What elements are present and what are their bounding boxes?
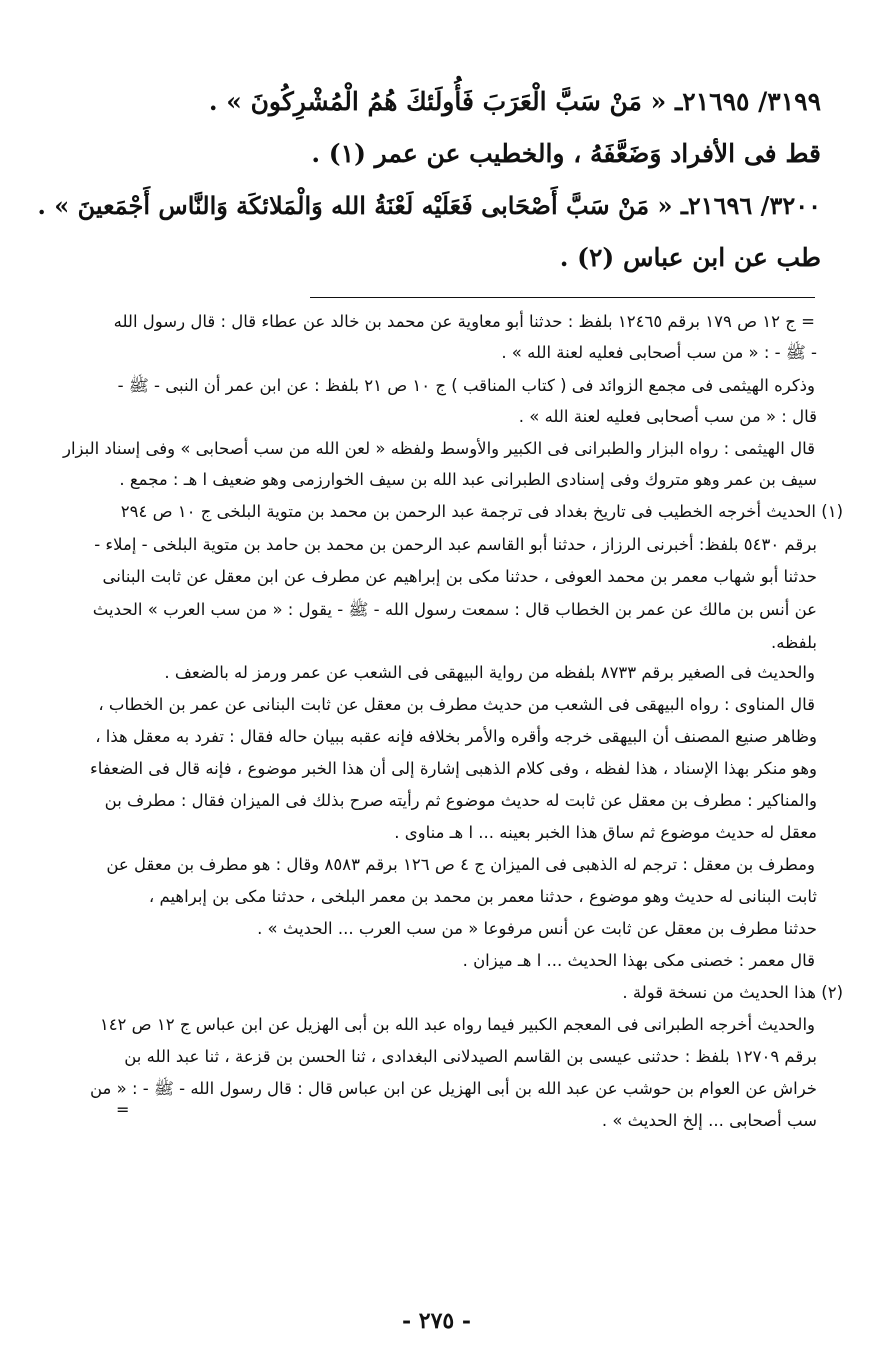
footnote-line: - ﷺ - : « من سب أصحابى فعليه لعنة الله » .	[501, 343, 817, 362]
footnote-1-start: (١) الحديث أخرجه الخطيب فى تاريخ بغداد فى ترجمة عبد الرحمن بن محمد بن متوية البلخى ج ١٠ ص ٢٩٤	[120, 502, 843, 521]
footnote-line: قال معمر : خصنى مكى بهذا الحديث ... ا هـ ميزان .	[462, 951, 815, 970]
footnote-line: بلفظه.	[770, 633, 817, 652]
footnote-line: والحديث أخرجه الطبرانى فى المعجم الكبير فيما رواه عبد الله بن أبى الهزيل عن ابن عباس ج ١٢ ص ١٤٢	[99, 1015, 815, 1034]
footnote-line: قال المناوى : رواه البيهقى فى الشعب من حديث مطرف بن معقل عن ثابت البنانى عن عمر بن الخطاب ،	[98, 695, 815, 714]
footnote-line: وظاهر صنيع المصنف أن البيهقى خرجه وأقره والأمر بخلافه فإنه عقبه ببيان حاله فقال : تفرد به معقل هذا ،	[95, 727, 817, 746]
footnote-line: حدثنا أبو شهاب معمر بن محمد العوفى ، حدثنا مكى بن إبراهيم عن مطرف عن ابن معقل عن ثابت البنانى	[102, 567, 817, 586]
footnote-line: والمناكير : مطرف بن معقل عن ثابت له حديث موضوع ثم رأيته صرح بذلك فى الميزان فقال : مطرف بن	[104, 791, 817, 810]
footnote-2-start: (٢) هذا الحديث من نسخة قولة .	[622, 983, 843, 1002]
hadith-entry-3200: ٣٢٠٠/ ٢١٦٩٦ـ « مَنْ سَبَّ أَصْحَابى فَعَلَيْه لَعْنَةُ الله وَالْمَلائكَة وَالنَّاس أَجْمَعينَ » .	[37, 191, 821, 220]
footnote-line: ثابت البنانى له حديث وهو موضوع ، حدثنا معمر بن محمد بن معمر البلخى ، حدثنا مكى بن إبراهيم ،	[148, 887, 817, 906]
footnote-line: والحديث فى الصغير برقم ٨٧٣٣ بلفظه من رواية البيهقى فى الشعب عن عمر ورمز له بالضعف .	[164, 663, 815, 682]
hadith-entry-3199: ٣١٩٩/ ٢١٦٩٥ـ « مَنْ سَبَّ الْعَرَبَ فَأُولَئكَ هُمُ الْمُشْرِكُونَ » .	[208, 87, 821, 116]
footnote-line: وهو منكر بهذا الإسناد ، هذا لفظه ، وفى كلام الذهبى إشارة إلى أن هذا الخبر موضوع ، فإنه قال فى الضعفاء	[90, 759, 817, 778]
footnote-line: سب أصحابى ... إلخ الحديث » .	[601, 1111, 817, 1130]
continuation-mark: =	[116, 1100, 130, 1119]
hadith-source-3200: طب عن ابن عباس (٢) .	[559, 243, 821, 272]
footnote-line: سيف بن عمر وهو متروك وفى إسنادى الطبرانى عبد الله بن سيف الخوارزمى وهو ضعيف ا هـ : مجمع .	[119, 470, 817, 489]
hadith-source-3199: قط فى الأفراد وَضَعَّفَهُ ، والخطيب عن عمر (١) .	[311, 139, 821, 168]
footnote-line: وذكره الهيثمى فى مجمع الزوائد فى ( كتاب المناقب ) ج ١٠ ص ٢١ بلفظ : عن ابن عمر أن النبى - ﷺ -	[117, 376, 815, 395]
footnote-line: برقم ١٢٧٠٩ بلفظ : حدثنى عيسى بن القاسم الصيدلانى البغدادى ، ثنا الحسن بن قزعة ، ثنا عبد الله بن	[124, 1047, 817, 1066]
footnote-line: ومطرف بن معقل : ترجم له الذهبى فى الميزان ج ٤ ص ١٢٦ برقم ٨٥٨٣ وقال : هو مطرف بن معقل عن	[106, 855, 815, 874]
footnote-line: حدثنا مطرف بن معقل عن ثابت عن أنس مرفوعا « من سب العرب ... الحديث » .	[257, 919, 817, 938]
footnote-line: قال الهيثمى : رواه البزار والطبرانى فى الكبير والأوسط ولفظه « لعن الله من سب أصحابى » وفى إسناد البزار	[62, 439, 815, 458]
footnote-line: معقل له حديث موضوع ثم ساق هذا الخبر بعينه ... ا هـ مناوى .	[394, 823, 817, 842]
footnote-line: عن أنس بن مالك عن عمر بن الخطاب قال : سمعت رسول الله - ﷺ - يقول : « من سب العرب » الحديث	[92, 600, 817, 619]
footnote-line: خراش عن العوام بن حوشب عن عبد الله بن أبى الهزيل عن ابن عباس قال : قال رسول الله - ﷺ - : « من	[89, 1079, 817, 1098]
page-number: - ٢٧٥ -	[401, 1308, 472, 1334]
footnote-line: برقم ٥٤٣٠ بلفظ: أخبرنى الرزاز ، حدثنا أبو القاسم عبد الرحمن بن محمد بن حامد بن متوية البلخى - إملاء -	[94, 535, 817, 554]
footnote-line: قال : « من سب أصحابى فعليه لعنة الله » .	[518, 407, 817, 426]
footnote-line: = ج ١٢ ص ١٧٩ برقم ١٢٤٦٥ بلفظ : حدثنا أبو معاوية عن محمد بن خالد عن عطاء قال : قال رسول الله	[113, 312, 815, 331]
footnote-separator	[310, 297, 815, 298]
